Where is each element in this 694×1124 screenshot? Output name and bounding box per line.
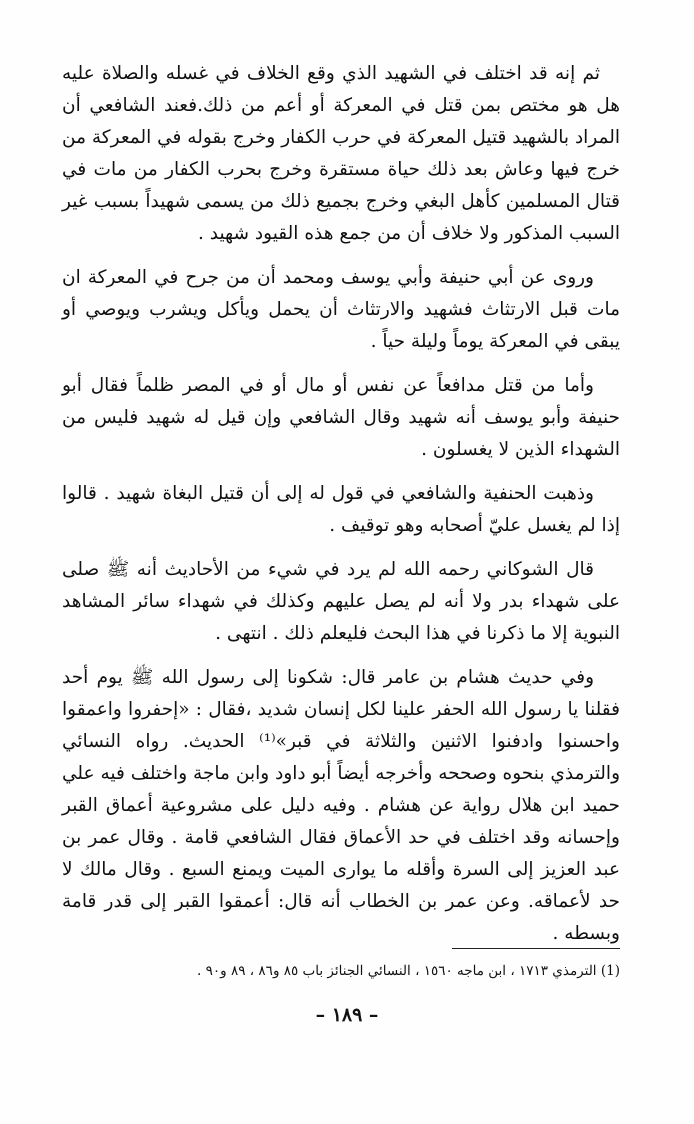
paragraph-3: وأما من قتل مدافعاً عن نفس أو مال أو في المصر ظلماً فقال أبو حنيفة وأبو يوسف أنه شهيد وقال الشافعي وإن قيل له شهيد فليس من الشهداء الذين لا يغسلون . xyxy=(62,375,620,460)
footnote: (1) الترمذي ١٧١٣ ، ابن ماجه ١٥٦٠ ، النسائي الجنائز باب ٨٥ و٨٦ ، ٨٩ و٩٠ . xyxy=(197,963,620,979)
paragraph-5: قال الشوكاني رحمه الله لم يرد في شيء من الأحاديث أنه ﷺ صلى على شهداء بدر ولا أنه لم يصل عليهم وكذلك في شهداء سائر المشاهد النبوية إلا ما ذكرنا في هذا البحث فليعلم ذلك . انتهى . xyxy=(62,559,620,644)
main-text xyxy=(62,58,620,962)
paragraph-1: ثم إنه قد اختلف في الشهيد الذي وقع الخلاف في غسله والصلاة عليه هل هو مختص بمن قتل في المعركة أو أعم من ذلك.فعند الشافعي أن المراد بالشهيد قتيل المعركة في حرب الكفار وخرج بقوله في المعركة من خرج فيها وعاش بعد ذلك حياة مستقرة وخرج بحرب الكفار من مات في قتال المسلمين كأهل البغي وخرج بجميع ذلك من يسمى شهيداً بسبب غير السبب المذكور ولا خلاف أن من جمع هذه القيود شهيد . xyxy=(62,63,620,244)
paragraph-6: وفي حديث هشام بن عامر قال: شكونا إلى رسول الله ﷺ يوم أحد فقلنا يا رسول الله الحفر علينا لكل إنسان شديد ،فقال : «إحفروا واعمقوا واحسنوا وادفنوا الاثنين والثلاثة في قبر»⁽¹⁾ الحديث. رواه النسائي والترمذي بنحوه وصححه وأخرجه أيضاً أبو داود وابن ماجة واختلف فيه علي حميد ابن هلال رواية عن هشام . وفيه دليل على مشروعية أعماق القبر وإحسانه وقد اختلف في حد الأعماق فقال الشافعي قامة . وقال عمر بن عبد العزيز إلى السرة وأقله ما يوارى الميت ويمنع السبع . وقال مالك لا حد لأعماقه. وعن عمر بن الخطاب أنه قال: أعمقوا القبر إلى قدر قامة وبسطه . xyxy=(62,667,620,944)
paragraph-4: وذهبت الحنفية والشافعي في قول له إلى أن قتيل البغاة شهيد . قالوا إذا لم يغسل عليّ أصحابه وهو توقيف . xyxy=(62,483,620,536)
footnote-divider xyxy=(452,948,620,949)
paragraph-2: وروى عن أبي حنيفة وأبي يوسف ومحمد أن من جرح في المعركة ان مات قبل الارتثاث فشهيد والارتثاث أن يحمل ويأكل ويشرب ويوصي أو يبقى في المعركة يوماً وليلة حياً . xyxy=(62,267,620,352)
page-number: – ١٨٩ – xyxy=(315,1004,379,1026)
